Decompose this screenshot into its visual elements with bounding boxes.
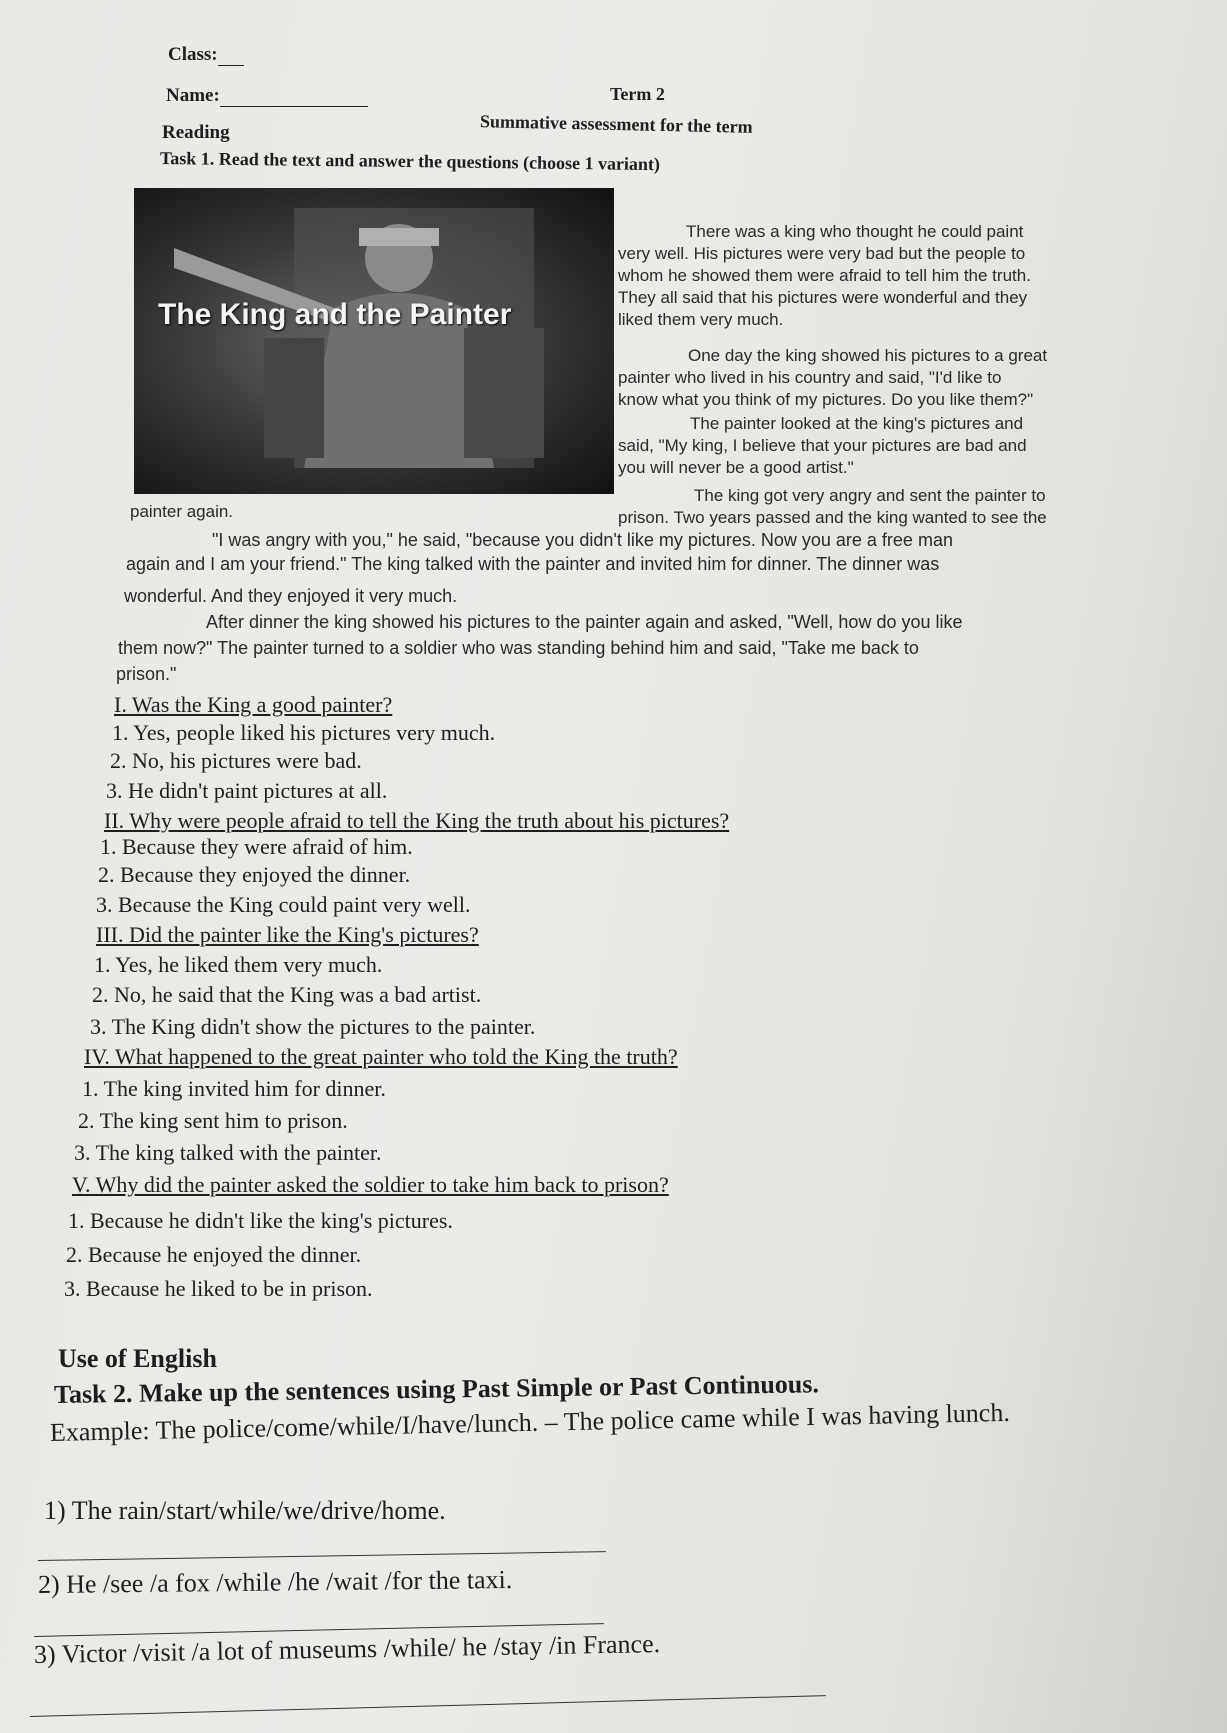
story-line: They all said that his pictures were wonderful and they — [618, 288, 1028, 307]
story-line: painter again. — [130, 502, 234, 521]
answer-option: 3. The king talked with the painter. — [74, 1140, 382, 1165]
class-blank — [218, 45, 244, 66]
section-reading: Reading — [162, 122, 230, 143]
exercise-item: 3) Victor /visit /a lot of museums /while/ he /stay /in France. — [33, 1629, 661, 1669]
story-line: whom he showed them were afraid to tell him the truth. — [618, 266, 1031, 285]
name-field — [166, 84, 368, 107]
answer-option: 2. Because he enjoyed the dinner. — [66, 1242, 362, 1267]
story-line: One day the king showed his pictures to a great — [688, 346, 1048, 365]
story-line: The painter looked at the king's pictures and — [690, 414, 1024, 433]
story-line: wonderful. And they enjoyed it very much. — [124, 586, 458, 606]
answer-option: 1. Because they were afraid of him. — [100, 834, 413, 859]
story-line: them now?" The painter turned to a soldier who was standing behind him and said, "Take me back to — [118, 638, 919, 658]
story-line: liked them very much. — [618, 310, 784, 329]
story-line: prison. Two years passed and the king wanted to see the — [618, 508, 1047, 527]
story-line: again and I am your friend." The king talked with the painter and invited him for dinner. The dinner was — [126, 554, 940, 574]
question-heading: V. Why did the painter asked the soldier to take him back to prison? — [72, 1172, 669, 1197]
answer-option: 1. Because he didn't like the king's pictures. — [68, 1208, 453, 1233]
story-line: painter who lived in his country and said, "I'd like to — [618, 368, 1002, 387]
task2-instruction: Task 2. Make up the sentences using Past Simple or Past Continuous. — [53, 1369, 820, 1409]
exercise-item: 2) He /see /a fox /while /he /wait /for the taxi. — [37, 1565, 513, 1599]
name-label: Name: — [166, 85, 220, 106]
story-line: said, "My king, I believe that your pictures are bad and — [618, 436, 1027, 455]
answer-option: 2. Because they enjoyed the dinner. — [98, 862, 411, 887]
story-line: There was a king who thought he could paint — [686, 222, 1024, 241]
answer-option: 1. Yes, he liked them very much. — [94, 952, 383, 977]
answer-option: 1. The king invited him for dinner. — [82, 1076, 386, 1101]
exercise-item: 1) The rain/start/while/we/drive/home. — [44, 1496, 446, 1525]
answer-option: 2. No, his pictures were bad. — [110, 748, 362, 773]
story-line: prison." — [116, 664, 177, 684]
story-line: very well. His pictures were very bad but the people to — [618, 244, 1026, 263]
section-use-of-english: Use of English — [58, 1344, 217, 1373]
illustration-caption: The King and the Painter — [158, 298, 512, 331]
answer-option: 3. The King didn't show the pictures to the painter. — [90, 1014, 536, 1039]
answer-option: 3. Because the King could paint very well. — [96, 892, 471, 917]
answer-line[interactable] — [30, 1695, 826, 1717]
king-figure-image — [134, 188, 614, 494]
answer-line[interactable] — [38, 1551, 606, 1561]
story-line: "I was angry with you," he said, "because you didn't like my pictures. Now you are a free man — [212, 530, 953, 550]
answer-option: 3. Because he liked to be in prison. — [64, 1276, 373, 1301]
question-heading: II. Why were people afraid to tell the King the truth about his pictures? — [104, 808, 730, 833]
task2-example: Example: The police/come/while/I/have/lunch. – The police came while I was having lunch. — [49, 1397, 1011, 1447]
question-heading: I. Was the King a good painter? — [114, 692, 393, 717]
class-label: Class: — [168, 44, 218, 65]
name-blank — [220, 84, 368, 107]
answer-option: 1. Yes, people liked his pictures very much. — [112, 720, 496, 745]
assessment-title: Summative assessment for the term — [479, 111, 753, 137]
answer-option: 2. The king sent him to prison. — [78, 1108, 348, 1133]
class-field — [168, 44, 244, 66]
answer-option: 3. He didn't paint pictures at all. — [106, 778, 388, 803]
task1-instruction: Task 1. Read the text and answer the questions (choose 1 variant) — [159, 148, 661, 175]
story-line: know what you think of my pictures. Do you like them?" — [618, 390, 1034, 409]
question-heading: IV. What happened to the great painter who told the King the truth? — [84, 1044, 678, 1069]
term-label: Term 2 — [610, 84, 665, 104]
story-illustration — [134, 188, 614, 494]
answer-option: 2. No, he said that the King was a bad artist. — [92, 982, 482, 1007]
story-line: The king got very angry and sent the painter to — [694, 486, 1046, 505]
story-line: you will never be a good artist." — [618, 458, 854, 477]
story-line: After dinner the king showed his pictures to the painter again and asked, "Well, how do you like — [206, 612, 963, 632]
question-heading: III. Did the painter like the King's pictures? — [96, 922, 479, 947]
